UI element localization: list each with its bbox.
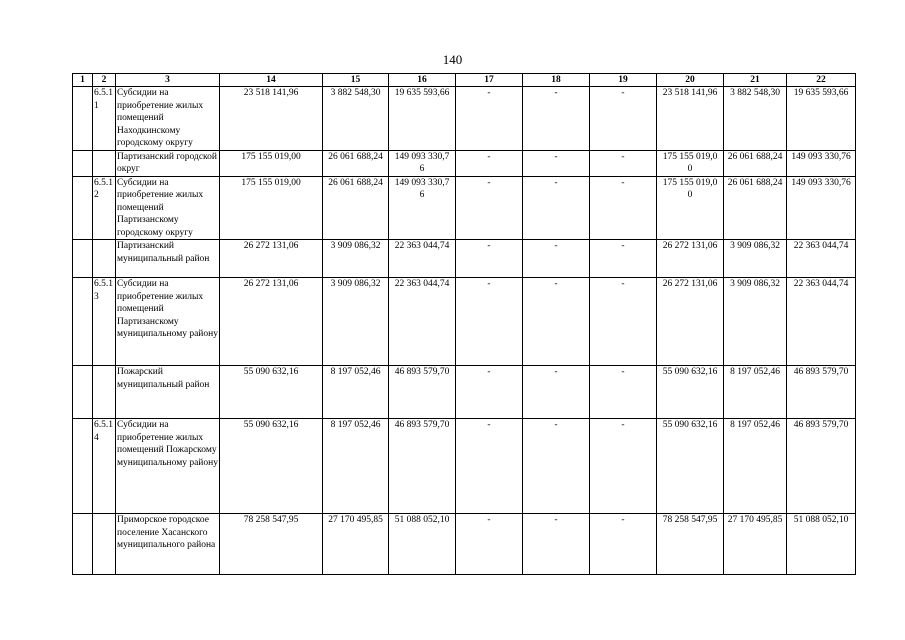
col22-cell: 22 363 044,74	[787, 240, 856, 278]
col15-cell: 3 909 086,32	[323, 278, 389, 366]
col18-cell: -	[523, 514, 590, 575]
code-cell	[93, 366, 116, 419]
col20-cell: 23 518 141,96	[657, 87, 724, 151]
col18-cell: -	[523, 419, 590, 514]
col15-cell: 3 909 086,32	[323, 240, 389, 278]
col16-cell: 46 893 579,70	[389, 419, 456, 514]
col21-cell: 8 197 052,46	[724, 419, 787, 514]
col18-cell: -	[523, 240, 590, 278]
col22-cell: 46 893 579,70	[787, 366, 856, 419]
col21-cell: 26 061 688,24	[724, 150, 787, 176]
table-row	[73, 514, 856, 575]
name-cell: Партизанский муниципальный район	[116, 240, 220, 278]
column-header: 17	[456, 74, 523, 87]
column-header: 16	[389, 74, 456, 87]
table-row	[73, 366, 856, 419]
col21-cell: 3 909 086,32	[724, 278, 787, 366]
table-row	[73, 176, 856, 240]
column-header: 21	[724, 74, 787, 87]
col18-cell: -	[523, 278, 590, 366]
col14-cell: 23 518 141,96	[220, 87, 323, 151]
col17-cell: -	[456, 150, 523, 176]
col19-cell: -	[590, 240, 657, 278]
code-cell: 6.5.1 4	[93, 419, 116, 514]
name-cell: Субсидии на приобретение жилых помещений Находкинскому городскому округу	[116, 87, 220, 151]
col16-cell: 149 093 330,7 6	[389, 176, 456, 240]
col14-cell: 26 272 131,06	[220, 278, 323, 366]
col20-cell: 26 272 131,06	[657, 278, 724, 366]
col16-cell: 22 363 044,74	[389, 278, 456, 366]
page-number: 140	[442, 52, 463, 67]
table-row	[73, 150, 856, 176]
name-cell: Пожарский муниципальный район	[116, 366, 220, 419]
col19-cell: -	[590, 176, 657, 240]
col16-cell: 46 893 579,70	[389, 366, 456, 419]
col19-cell: -	[590, 150, 657, 176]
col22-cell: 19 635 593,66	[787, 87, 856, 151]
col22-cell: 46 893 579,70	[787, 419, 856, 514]
code-cell	[93, 150, 116, 176]
col20-cell: 175 155 019,0 0	[657, 150, 724, 176]
header-row	[73, 74, 856, 87]
col14-cell: 55 090 632,16	[220, 419, 323, 514]
name-cell: Субсидии на приобретение жилых помещений Пожарскому муниципальному району	[116, 419, 220, 514]
col19-cell: -	[590, 87, 657, 151]
row-number-cell	[73, 87, 93, 151]
col14-cell: 175 155 019,00	[220, 176, 323, 240]
column-header: 3	[116, 74, 220, 87]
col19-cell: -	[590, 366, 657, 419]
column-header: 18	[523, 74, 590, 87]
col17-cell: -	[456, 514, 523, 575]
col17-cell: -	[456, 366, 523, 419]
col21-cell: 8 197 052,46	[724, 366, 787, 419]
column-header: 19	[590, 74, 657, 87]
col18-cell: -	[523, 87, 590, 151]
col20-cell: 78 258 547,95	[657, 514, 724, 575]
table-row	[73, 278, 856, 366]
row-number-cell	[73, 176, 93, 240]
code-cell: 6.5.1 3	[93, 278, 116, 366]
column-header: 20	[657, 74, 724, 87]
col19-cell: -	[590, 278, 657, 366]
row-number-cell	[73, 150, 93, 176]
row-number-cell	[73, 419, 93, 514]
table-row	[73, 240, 856, 278]
col15-cell: 27 170 495,85	[323, 514, 389, 575]
col14-cell: 26 272 131,06	[220, 240, 323, 278]
col17-cell: -	[456, 176, 523, 240]
column-header: 14	[220, 74, 323, 87]
col21-cell: 27 170 495,85	[724, 514, 787, 575]
col17-cell: -	[456, 419, 523, 514]
col17-cell: -	[456, 87, 523, 151]
col22-cell: 51 088 052,10	[787, 514, 856, 575]
col16-cell: 19 635 593,66	[389, 87, 456, 151]
col20-cell: 55 090 632,16	[657, 366, 724, 419]
code-cell	[93, 240, 116, 278]
col16-cell: 149 093 330,7 6	[389, 150, 456, 176]
column-header: 1	[73, 74, 93, 87]
row-number-cell	[73, 514, 93, 575]
col15-cell: 8 197 052,46	[323, 419, 389, 514]
col21-cell: 26 061 688,24	[724, 176, 787, 240]
col20-cell: 175 155 019,0 0	[657, 176, 724, 240]
col19-cell: -	[590, 514, 657, 575]
col16-cell: 22 363 044,74	[389, 240, 456, 278]
row-number-cell	[73, 278, 93, 366]
code-cell: 6.5.1 1	[93, 87, 116, 151]
col20-cell: 26 272 131,06	[657, 240, 724, 278]
name-cell: Субсидии на приобретение жилых помещений Партизанскому городскому округу	[116, 176, 220, 240]
name-cell: Партизанский городской округ	[116, 150, 220, 176]
table-body	[73, 87, 856, 575]
col21-cell: 3 882 548,30	[724, 87, 787, 151]
col22-cell: 149 093 330,76	[787, 176, 856, 240]
code-cell: 6.5.1 2	[93, 176, 116, 240]
col15-cell: 26 061 688,24	[323, 176, 389, 240]
col18-cell: -	[523, 176, 590, 240]
col15-cell: 8 197 052,46	[323, 366, 389, 419]
table-row	[73, 87, 856, 151]
col14-cell: 78 258 547,95	[220, 514, 323, 575]
col16-cell: 51 088 052,10	[389, 514, 456, 575]
col22-cell: 22 363 044,74	[787, 278, 856, 366]
col15-cell: 3 882 548,30	[323, 87, 389, 151]
row-number-cell	[73, 366, 93, 419]
name-cell: Приморское городское поселение Хасанского муниципального района	[116, 514, 220, 575]
budget-table	[72, 73, 856, 575]
col14-cell: 55 090 632,16	[220, 366, 323, 419]
col17-cell: -	[456, 278, 523, 366]
column-header: 15	[323, 74, 389, 87]
col21-cell: 3 909 086,32	[724, 240, 787, 278]
col20-cell: 55 090 632,16	[657, 419, 724, 514]
col22-cell: 149 093 330,76	[787, 150, 856, 176]
col18-cell: -	[523, 150, 590, 176]
column-header: 22	[787, 74, 856, 87]
name-cell: Субсидии на приобретение жилых помещений Партизанскому муниципальному району	[116, 278, 220, 366]
row-number-cell	[73, 240, 93, 278]
code-cell	[93, 514, 116, 575]
table-row	[73, 419, 856, 514]
col19-cell: -	[590, 419, 657, 514]
col14-cell: 175 155 019,00	[220, 150, 323, 176]
col17-cell: -	[456, 240, 523, 278]
col18-cell: -	[523, 366, 590, 419]
col15-cell: 26 061 688,24	[323, 150, 389, 176]
column-header: 2	[93, 74, 116, 87]
